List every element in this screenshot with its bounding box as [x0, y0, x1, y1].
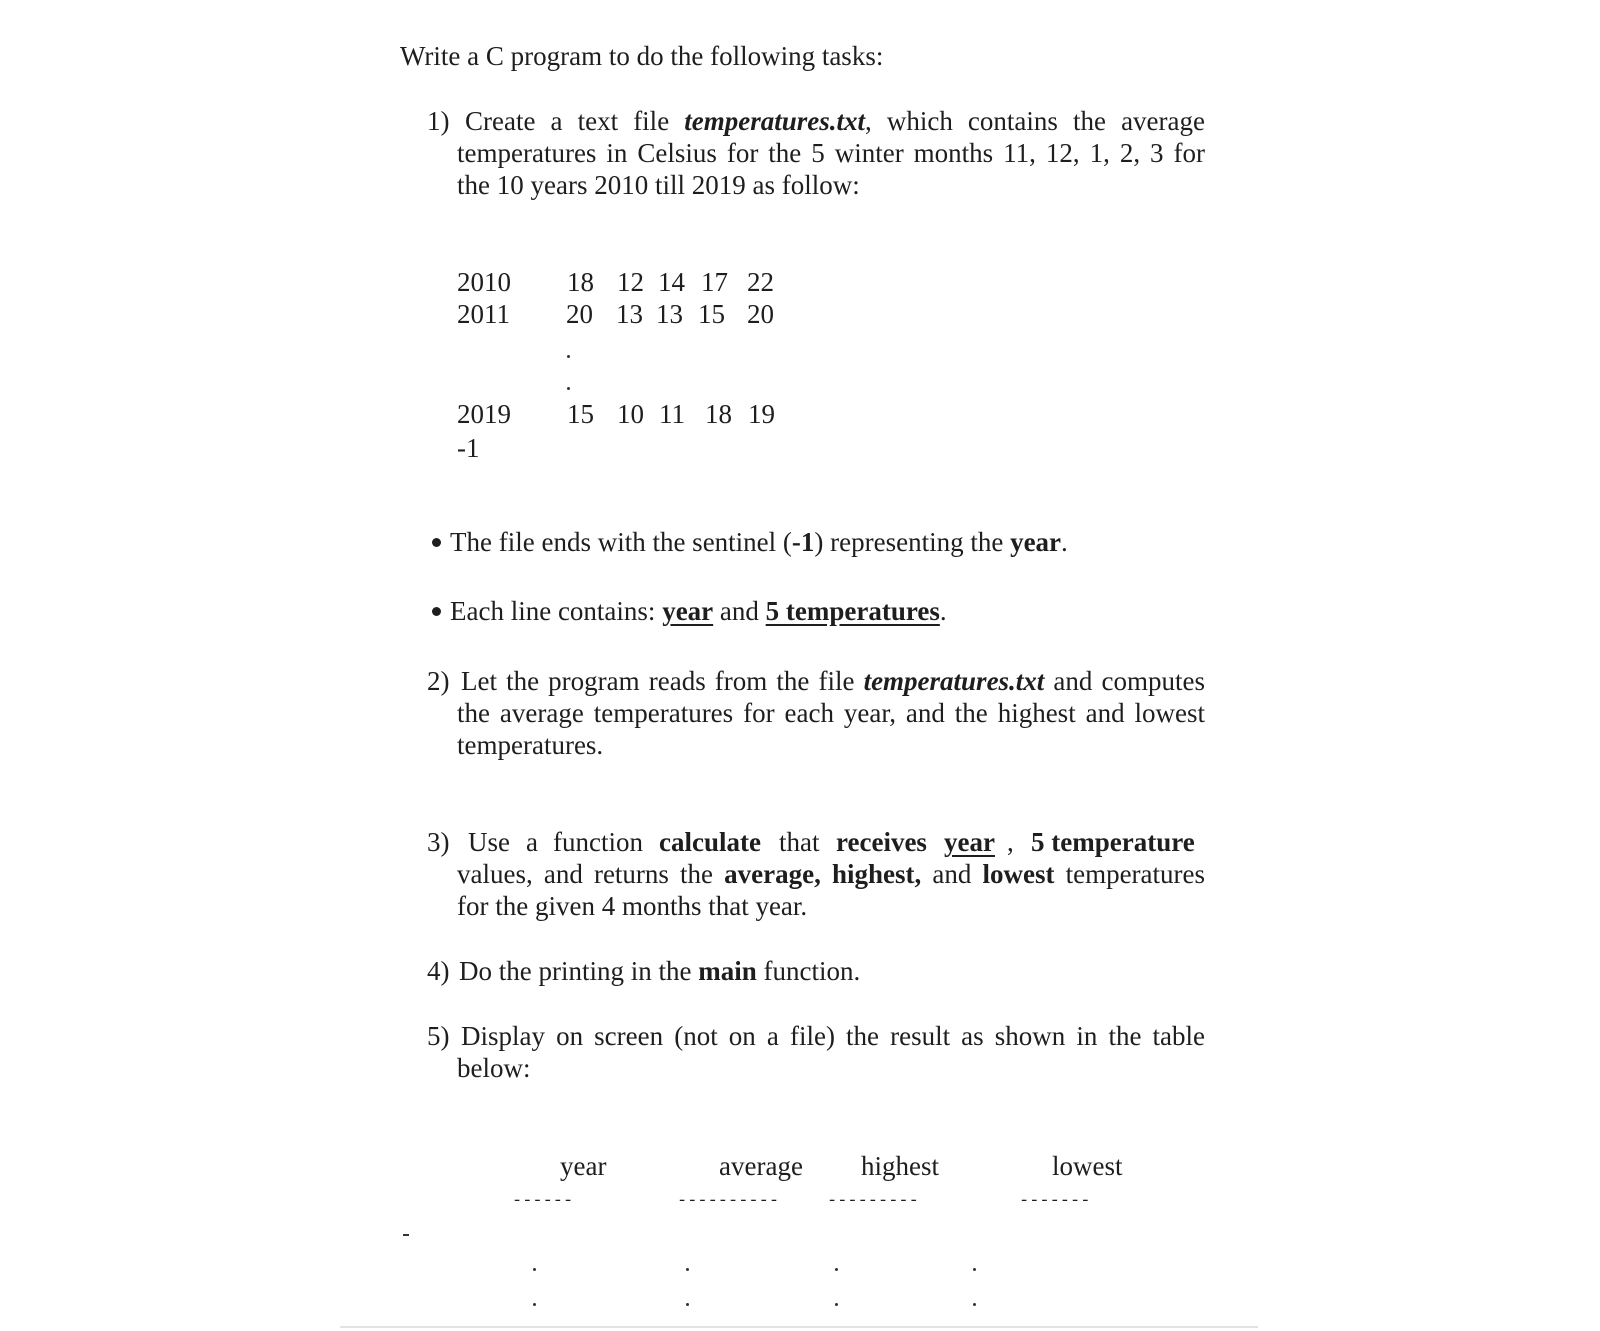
row-temp: 14 — [658, 267, 685, 297]
task1-filename: temperatures.txt — [684, 106, 866, 136]
task4-main: main — [698, 956, 757, 986]
bullet-1-end: . — [1061, 527, 1068, 557]
task4-text-a: Do the printing in the — [459, 956, 699, 986]
intro-text: Write a C program to do the following tasks: — [400, 41, 884, 71]
task3-calculate: calculate — [659, 827, 761, 857]
ellipsis-dot — [973, 1268, 976, 1271]
header-average: average — [719, 1151, 803, 1181]
bottom-divider — [340, 1326, 1258, 1328]
task3-comma: , — [1007, 827, 1014, 857]
task1-line2: temperatures in Celsius for the 5 winter months 11, 12, 1, 2, 3 for — [457, 138, 1205, 168]
task4-number: 4) — [427, 956, 450, 986]
row-temp: 22 — [747, 267, 774, 297]
task3-5-temperature: 5 temperature — [1031, 827, 1195, 857]
task3-l2-avg: average, highest, — [724, 859, 922, 889]
task3-line3: for the given 4 months that year. — [457, 891, 808, 921]
task3-l2-end: temperatures — [1054, 859, 1206, 889]
task2-text-b: and computes — [1044, 666, 1205, 696]
task2-filename: temperatures.txt — [863, 666, 1045, 696]
task2-line1 — [461, 665, 1205, 697]
task1-text-a: Create a text file — [465, 106, 685, 136]
task1-text-b: , which contains the average — [865, 106, 1205, 136]
bullet-icon — [432, 607, 441, 616]
task3-number: 3) — [427, 827, 450, 857]
task1-line1 — [465, 105, 1205, 137]
bullet-2-temps: 5 temperatures — [765, 596, 940, 626]
row-temp: 12 — [617, 267, 644, 297]
task3-word: that — [779, 827, 820, 857]
task5-line2: below: — [457, 1053, 531, 1083]
task4-text-b: function. — [756, 956, 861, 986]
task1-line3: the 10 years 2010 till 2019 as follow: — [457, 170, 860, 200]
ellipsis-dot — [533, 1268, 536, 1271]
margin-mark — [403, 1234, 409, 1236]
row-temp: 20 — [566, 299, 593, 329]
ellipsis-dot — [686, 1303, 689, 1306]
ellipsis-dot — [973, 1303, 976, 1306]
row-temp: 18 — [567, 267, 594, 297]
row-temp: 11 — [659, 399, 685, 429]
task2-text-a: Let the program reads from the file — [461, 666, 864, 696]
sentinel-value: -1 — [457, 433, 480, 463]
bullet-1-text: The file ends with the sentinel ( — [450, 527, 792, 557]
header-lowest: lowest — [1052, 1151, 1123, 1181]
separator-year: ------ — [512, 1192, 574, 1211]
bullet-1-year: year — [1010, 527, 1062, 557]
bullet-2-text: Each line contains: — [450, 596, 663, 626]
task3-word: function — [553, 827, 643, 857]
task5-line1: Display on screen (not on a file) the result as shown in the table — [461, 1021, 1205, 1051]
bullet-2-year: year — [662, 596, 714, 626]
ellipsis-dot — [567, 355, 570, 358]
task2-number: 2) — [427, 666, 450, 696]
row-temp: 13 — [656, 299, 683, 329]
ellipsis-dot — [533, 1303, 536, 1306]
task1-number: 1) — [427, 106, 450, 136]
bullet-2-and: and — [713, 596, 766, 626]
task4-line1 — [459, 955, 860, 987]
task2-line3: temperatures. — [457, 730, 604, 760]
ellipsis-dot — [567, 387, 570, 390]
row-temp: 13 — [616, 299, 643, 329]
task3-receives: receives — [836, 827, 927, 857]
bullet-2-end: . — [939, 596, 947, 626]
row-year: 2010 — [457, 267, 511, 297]
separator-average: ---------- — [677, 1192, 780, 1211]
bullet-1-sentinel: -1 — [791, 527, 815, 557]
row-temp: 15 — [567, 399, 594, 429]
row-temp: 15 — [698, 299, 725, 329]
task3-line2 — [457, 858, 1205, 890]
row-temp: 18 — [705, 399, 732, 429]
header-highest: highest — [861, 1151, 939, 1181]
ellipsis-dot — [835, 1303, 838, 1306]
task3-l2-a: values, and returns the — [457, 859, 725, 889]
row-temp: 20 — [747, 299, 774, 329]
ellipsis-dot — [835, 1268, 838, 1271]
row-temp: 10 — [617, 399, 644, 429]
task2-line2: the average temperatures for each year, and the highest and lowest — [457, 698, 1205, 728]
row-year: 2019 — [457, 399, 511, 429]
separator-lowest: ------- — [1019, 1192, 1091, 1211]
row-year: 2011 — [457, 299, 510, 329]
bullet-icon — [432, 538, 441, 547]
ellipsis-dot — [686, 1268, 689, 1271]
task3-l2-and: and — [921, 859, 983, 889]
bullet-1 — [450, 526, 1068, 558]
separator-highest: --------- — [827, 1192, 919, 1211]
row-temp: 17 — [701, 267, 728, 297]
row-temp: 19 — [748, 399, 775, 429]
task3-word: a — [526, 827, 538, 857]
task3-l2-low: lowest — [982, 859, 1055, 889]
bullet-2 — [450, 595, 947, 627]
task3-year: year — [944, 827, 995, 857]
task3-word: Use — [468, 827, 510, 857]
header-year: year — [560, 1151, 607, 1181]
task5-number: 5) — [427, 1021, 450, 1051]
bullet-1-mid: ) representing the — [814, 527, 1011, 557]
